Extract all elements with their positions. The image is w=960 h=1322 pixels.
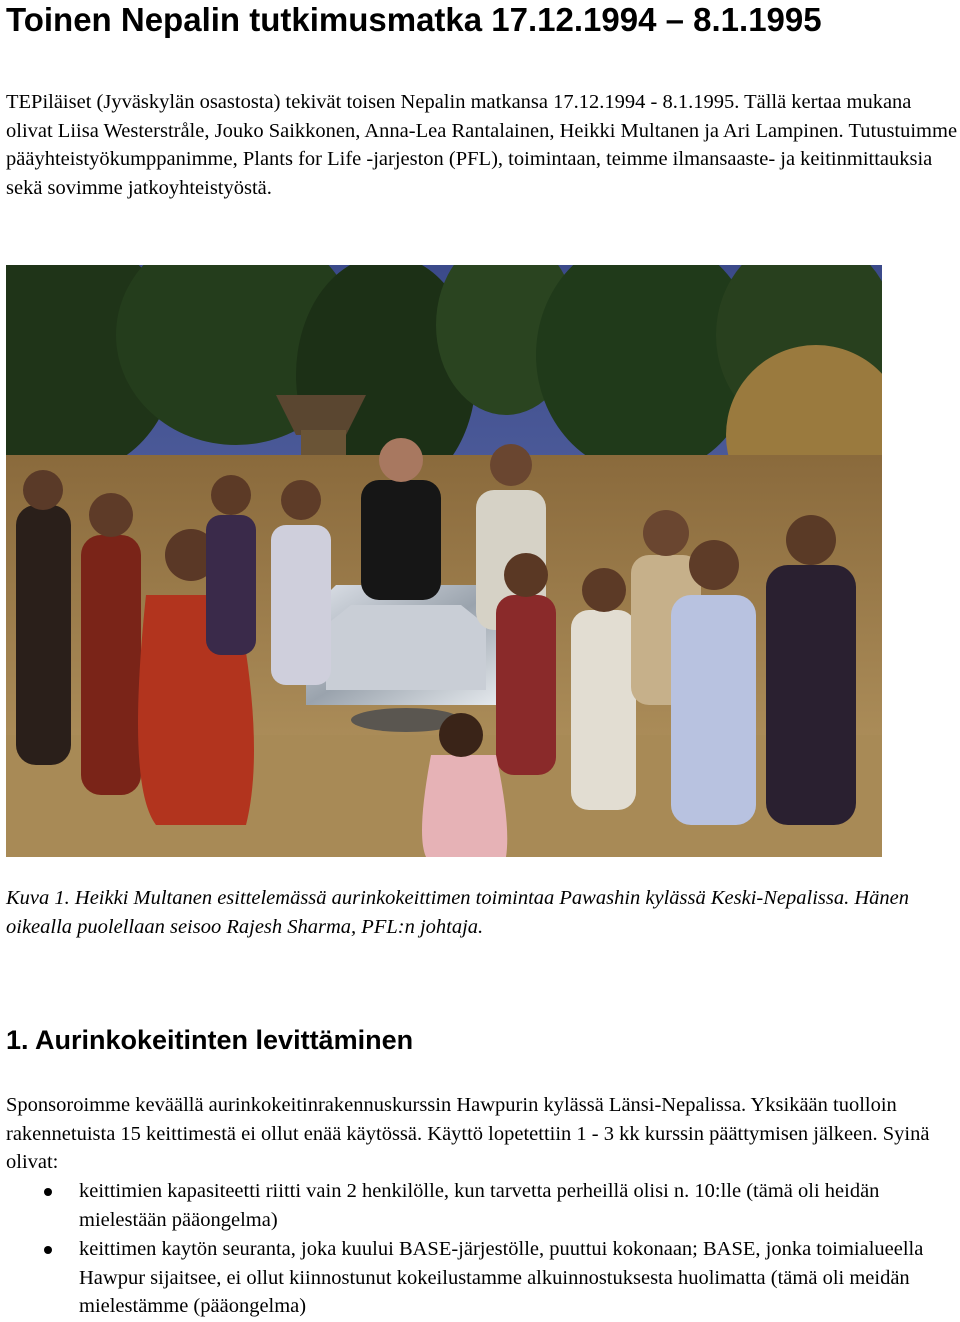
section-paragraph: Sponsoroimme keväällä aurinkokeitinrakennuskurssin Hawpurin kylässä Länsi-Nepalissa. Yksikään tuolloin rakennetuista 15 keittimestä ei ollut enää käytössä. Käyttö lopetettiin 1 - 3 kk kurssin päättymisen jälkeen. Syinä olivat: bbox=[6, 1094, 930, 1173]
list-item bbox=[6, 1177, 958, 1234]
intro-paragraph: TEPiläiset (Jyväskylän osastosta) tekivät toisen Nepalin matkansa 17.12.1994 - 8.1.1995. Tällä kertaa mukana olivat Liisa Westerstråle, Jouko Saikkonen, Anna-Lea Rantalainen, Heikki Multanen ja Ari Lampinen. Tutustuimme pääyhteistyökumppanimme, Plants for Life -jarjeston (PFL), toimintaan, teimme ilmansaaste- ja keitinmittauksia sekä sovimme jatkoyhteistyöstä. bbox=[6, 91, 958, 199]
list-item-text: keittimen kaytön seuranta, joka kuului BASE-järjestölle, puuttui kokonaan; BASE, jonka toimialueella Hawpur sijaitsee, ei ollut kiinnostunut kokeilustamme alkuinnostuksesta huolimatta (tämä oli meidän mielestämme (pääongelma) bbox=[79, 1238, 924, 1317]
page-title: Toinen Nepalin tutkimusmatka 17.12.1994 – 8.1.1995 bbox=[6, 1, 822, 38]
bullet-icon bbox=[44, 1246, 52, 1254]
section-heading: 1. Aurinkokeitinten levittäminen bbox=[6, 1025, 414, 1055]
solar-cooker-photo bbox=[6, 265, 882, 857]
list-item-text: keittimien kapasiteetti riitti vain 2 henkilölle, kun tarvetta perheillä olisi n. 10:lle (tämä oli heidän mielestään pääongelma) bbox=[79, 1180, 880, 1231]
photo-illustration bbox=[6, 265, 882, 857]
reasons-list bbox=[6, 1177, 958, 1322]
list-item bbox=[6, 1235, 958, 1321]
bullet-icon bbox=[44, 1188, 52, 1196]
photo-caption: Kuva 1. Heikki Multanen esittelemässä aurinkokeittimen toimintaa Pawashin kylässä Keski-Nepalissa. Hänen oikealla puolellaan seisoo Rajesh Sharma, PFL:n johtaja. bbox=[6, 887, 910, 938]
